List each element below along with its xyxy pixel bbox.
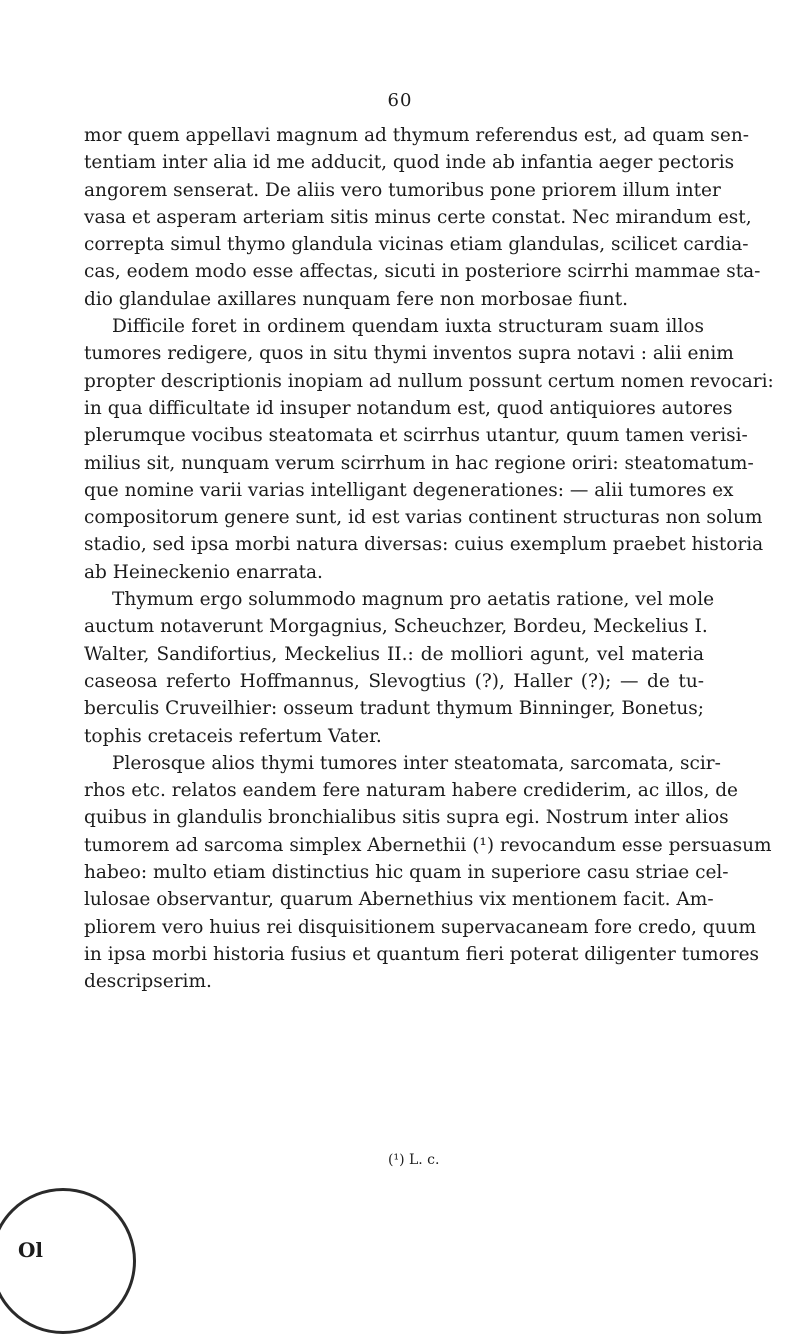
- text-line: propter descriptionis inopiam ad nullum possunt certum nomen revocari:: [84, 370, 774, 392]
- text-line: tophis cretaceis refertum Vater.: [84, 725, 382, 747]
- text-line: quibus in glandulis bronchialibus sitis supra egi. Nostrum inter alios: [84, 807, 729, 829]
- text-line: milius sit, nunquam verum scirrhum in hac regione oriri: steatomatum-: [84, 452, 754, 474]
- text-line: descripserim.: [84, 971, 212, 993]
- text-line: correpta simul thymo glandula vicinas etiam glandulas, scilicet cardia-: [84, 234, 749, 256]
- text-line: que nomine varii varias intelligant degenerationes: — alii tumores ex: [84, 479, 734, 501]
- text-line: auctum notaverunt Morgagnius, Scheuchzer, Bordeu, Meckelius I.: [84, 616, 708, 638]
- text-line: in ipsa morbi historia fusius et quantum fieri poterat diligenter tumores: [84, 943, 760, 965]
- body-text: [84, 122, 774, 996]
- text-line: dio glandulae axillares nunquam fere non morbosae fiunt.: [84, 288, 629, 310]
- text-line: stadio, sed ipsa morbi natura diversas: cuius exemplum praebet historia: [84, 534, 764, 556]
- text-line: ab Heineckenio enarrata.: [84, 561, 323, 583]
- text-line: plerumque vocibus steatomata et scirrhus utantur, quum tamen verisi-: [84, 425, 748, 447]
- text-line: in qua difficultate id insuper notandum est, quod antiquiores autores: [84, 397, 733, 419]
- text-line: Difficile foret in ordinem quendam iuxta structuram suam illos: [112, 316, 704, 338]
- text-line: tumorem ad sarcoma simplex Abernethii (¹) revocandum esse persuasum: [84, 834, 772, 856]
- text-line: lulosae observantur, quarum Abernethius vix mentionem facit. Am-: [84, 889, 714, 911]
- text-line: habeo: multo etiam distinctius hic quam in superiore casu striae cel-: [84, 862, 729, 884]
- footnote: (¹) L. c.: [388, 1152, 440, 1168]
- text-line: cas, eodem modo esse affectas, sicuti in posteriore scirrhi mammae sta-: [84, 261, 761, 283]
- text-line: mor quem appellavi magnum ad thymum referendus est, ad quam sen-: [84, 125, 750, 146]
- stamp-text: Ol: [18, 1238, 44, 1262]
- text-line: vasa et asperam arteriam sitis minus certe constat. Nec mirandum est,: [84, 206, 752, 228]
- text-line: berculis Cruveilhier: osseum tradunt thymum Binninger, Bonetus;: [84, 698, 704, 720]
- page-number: 60: [387, 90, 413, 111]
- text-line: Walter, Sandifortius, Meckelius II.: de molliori agunt, vel materia: [84, 643, 704, 665]
- text-line: pliorem vero huius rei disquisitionem supervacaneam fore credo, quum: [84, 916, 757, 938]
- text-line: Plerosque alios thymi tumores inter steatomata, sarcomata, scir-: [112, 752, 721, 774]
- text-line: Thymum ergo solummodo magnum pro aetatis ratione, vel mole: [112, 589, 715, 611]
- text-line: tumores redigere, quos in situ thymi inventos supra notavi : alii enim: [84, 343, 734, 365]
- text-line: caseosa referto Hoffmannus, Slevogtius (?), Haller (?); — de tu-: [84, 670, 704, 692]
- text-line: rhos etc. relatos eandem fere naturam habere crediderim, ac illos, de: [84, 780, 739, 802]
- text-line: angorem senserat. De aliis vero tumoribus pone priorem illum inter: [84, 179, 721, 201]
- text-line: tentiam inter alia id me adducit, quod inde ab infantia aeger pectoris: [84, 152, 735, 174]
- text-line: compositorum genere sunt, id est varias continent structuras non solum: [84, 507, 763, 529]
